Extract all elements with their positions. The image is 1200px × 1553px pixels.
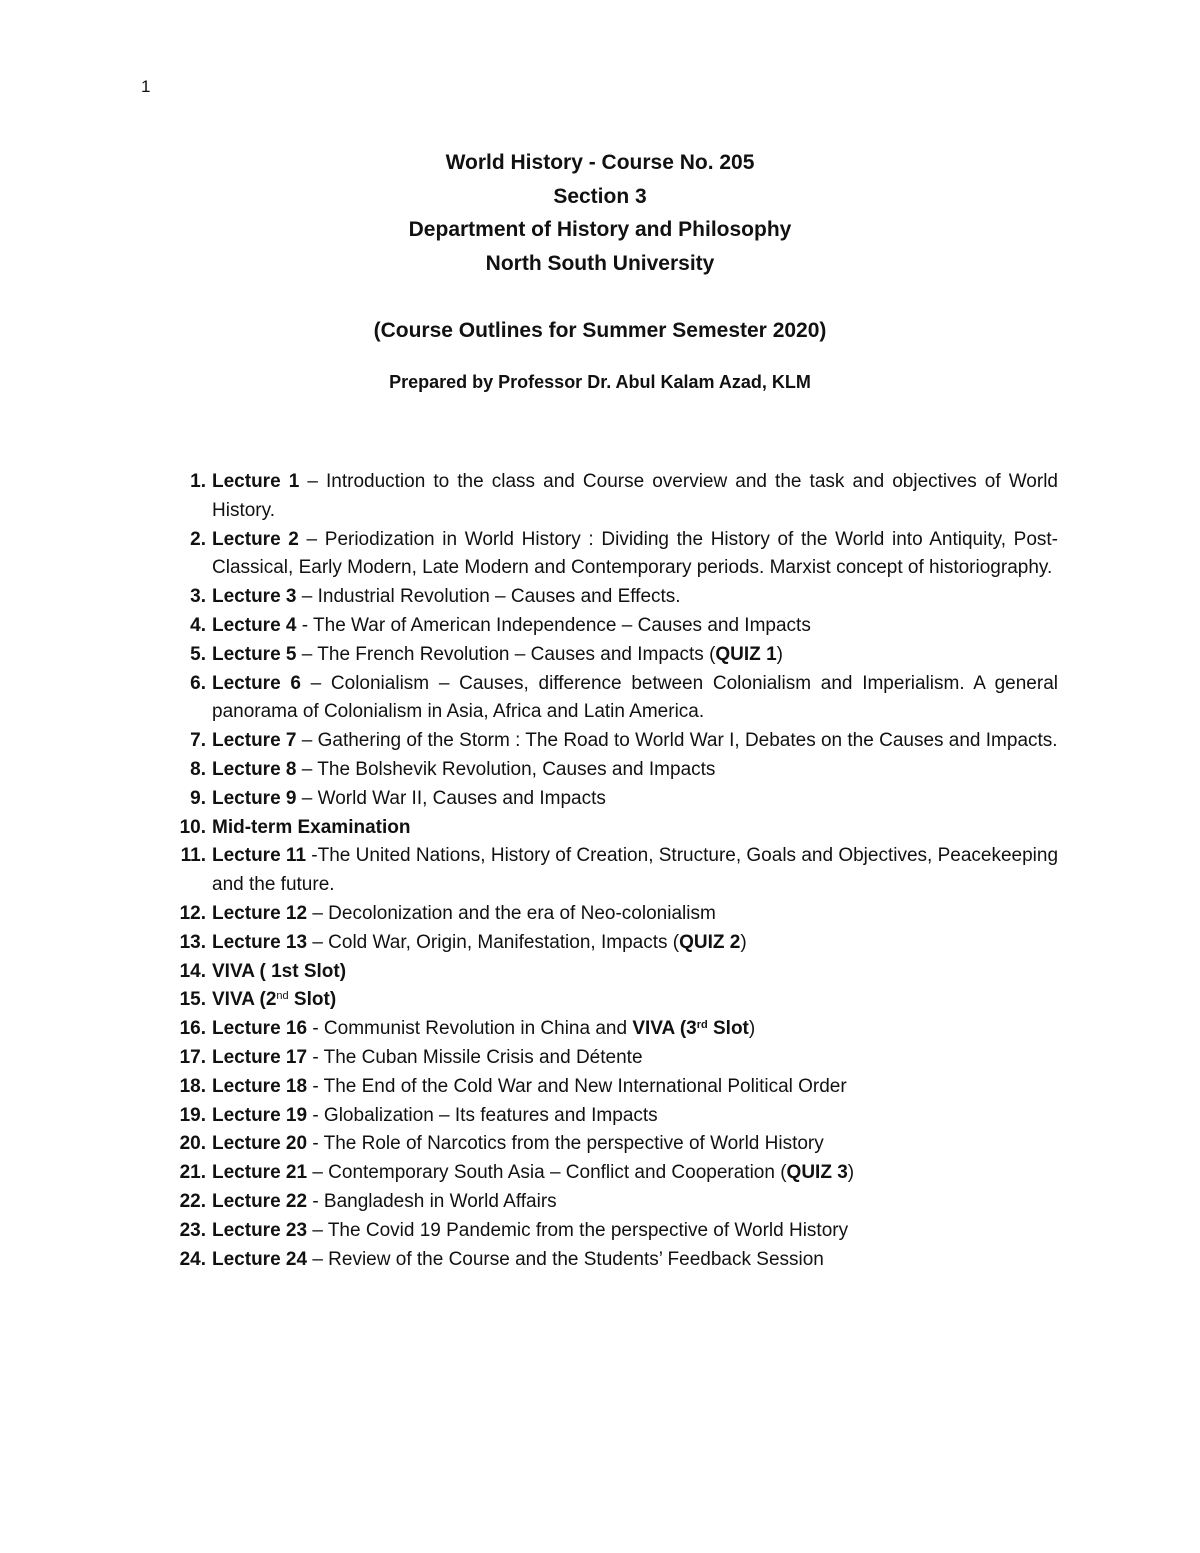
lecture-number: 14. bbox=[179, 960, 206, 982]
lecture-number: 1. bbox=[190, 471, 206, 492]
lecture-heading: Lecture 2 bbox=[212, 528, 299, 550]
lecture-heading: Lecture 23 bbox=[212, 1219, 308, 1241]
lecture-item bbox=[190, 583, 1058, 612]
lecture-item bbox=[179, 958, 1058, 987]
lecture-item bbox=[190, 612, 1058, 641]
lecture-heading: Lecture 9 bbox=[212, 787, 297, 809]
lecture-heading: Lecture 18 bbox=[212, 1075, 308, 1097]
lecture-tail: ) bbox=[847, 1162, 855, 1184]
lecture-item bbox=[179, 986, 1058, 1015]
lecture-item bbox=[179, 1015, 1058, 1044]
ordinal-suffix: rd bbox=[696, 1019, 708, 1032]
lecture-number: 10. bbox=[179, 816, 206, 838]
lecture-description: - Communist Revolution in China and bbox=[307, 1018, 633, 1040]
lecture-description: – Introduction to the class and Course overview and the task and objectives of World History. bbox=[212, 471, 1058, 521]
lecture-heading: Lecture 5 bbox=[212, 643, 297, 665]
lecture-description: – World War II, Causes and Impacts bbox=[296, 787, 606, 809]
lecture-tail: ) bbox=[748, 1018, 756, 1040]
lecture-heading: Lecture 11 bbox=[212, 845, 307, 867]
lecture-description: – Review of the Course and the Students’ Feedback Session bbox=[307, 1248, 824, 1270]
lecture-description: – The Covid 19 Pandemic from the perspective of World History bbox=[307, 1219, 849, 1241]
lecture-number: 18. bbox=[179, 1075, 206, 1097]
lecture-description: - The Role of Narcotics from the perspective of World History bbox=[307, 1133, 824, 1155]
lecture-heading: Lecture 13 bbox=[212, 931, 308, 953]
lecture-highlight: QUIZ 1 bbox=[715, 643, 777, 665]
header-spacer bbox=[0, 280, 1200, 314]
lecture-number: 16. bbox=[179, 1018, 206, 1040]
lecture-tail: ) bbox=[740, 931, 747, 953]
lecture-number: 23. bbox=[179, 1219, 206, 1241]
lecture-description: – The French Revolution – Causes and Impacts ( bbox=[296, 643, 716, 665]
lecture-heading: Lecture 1 bbox=[212, 471, 300, 492]
lecture-heading: Lecture 19 bbox=[212, 1104, 308, 1126]
lecture-heading: Lecture 16 bbox=[212, 1018, 308, 1040]
lecture-highlight: VIVA (3 bbox=[632, 1018, 697, 1040]
lecture-description: – Gathering of the Storm : The Road to World War I, Debates on the Causes and Impacts. bbox=[296, 730, 1058, 752]
lecture-item bbox=[179, 1130, 1058, 1159]
lecture-heading: Mid-term Examination bbox=[212, 816, 411, 838]
lecture-heading: Lecture 6 bbox=[212, 672, 301, 694]
lecture-number: 15. bbox=[179, 989, 206, 1011]
lecture-number: 17. bbox=[179, 1046, 206, 1068]
lecture-number: 2. bbox=[190, 528, 206, 550]
lecture-heading: Lecture 22 bbox=[212, 1190, 308, 1212]
lecture-heading: Lecture 7 bbox=[212, 730, 297, 752]
lecture-item bbox=[179, 1102, 1058, 1131]
lecture-highlight: QUIZ 3 bbox=[786, 1162, 848, 1184]
lecture-heading: VIVA (2 bbox=[212, 989, 277, 1011]
lecture-number: 5. bbox=[190, 643, 206, 665]
lecture-heading: Lecture 3 bbox=[212, 586, 297, 608]
lecture-number: 8. bbox=[190, 758, 206, 780]
course-section: Section 3 bbox=[553, 184, 647, 208]
lecture-number: 22. bbox=[179, 1190, 206, 1212]
ordinal-suffix: nd bbox=[276, 990, 289, 1003]
lecture-number: 4. bbox=[190, 614, 206, 636]
lecture-heading: Lecture 8 bbox=[212, 758, 297, 780]
lecture-highlight-cont: Slot bbox=[707, 1018, 749, 1040]
lecture-item bbox=[179, 1188, 1058, 1217]
lecture-description: – Colonialism – Causes, difference between Colonialism and Imperialism. A general panorama of Colonialism in Asia, Africa and Latin America. bbox=[212, 672, 1058, 723]
lecture-item bbox=[179, 929, 1058, 958]
lecture-number: 11. bbox=[180, 845, 206, 867]
lecture-item bbox=[190, 526, 1058, 584]
lecture-description: -The United Nations, History of Creation, Structure, Goals and Objectives, Peacekeeping and the future. bbox=[212, 845, 1059, 896]
lecture-highlight: QUIZ 2 bbox=[679, 931, 741, 953]
lecture-number: 12. bbox=[179, 902, 206, 924]
lecture-description: - Bangladesh in World Affairs bbox=[307, 1190, 557, 1212]
lecture-item bbox=[190, 785, 1058, 814]
lecture-description: – Industrial Revolution – Causes and Effects. bbox=[296, 586, 681, 608]
lecture-item bbox=[179, 814, 1058, 843]
lecture-description: – Decolonization and the era of Neo-colonialism bbox=[307, 902, 716, 924]
lecture-number: 21. bbox=[179, 1162, 206, 1184]
lecture-description: – Cold War, Origin, Manifestation, Impacts ( bbox=[307, 931, 680, 953]
lecture-number: 20. bbox=[179, 1133, 206, 1155]
lecture-number: 24. bbox=[179, 1248, 206, 1270]
outline-subtitle: (Course Outlines for Summer Semester 2020) bbox=[373, 319, 827, 342]
prepared-by: Prepared by Professor Dr. Abul Kalam Azad, KLM bbox=[389, 371, 811, 392]
course-title: World History - Course No. 205 bbox=[445, 151, 755, 174]
lecture-item bbox=[190, 756, 1058, 785]
lecture-heading-cont: Slot) bbox=[288, 989, 337, 1011]
lecture-item bbox=[179, 1217, 1058, 1246]
lecture-item bbox=[190, 670, 1058, 728]
lecture-item bbox=[179, 1044, 1058, 1073]
lecture-item bbox=[179, 1073, 1058, 1102]
lecture-description: - The War of American Independence – Causes and Impacts bbox=[296, 614, 811, 636]
lecture-heading: Lecture 4 bbox=[212, 614, 297, 636]
lecture-number: 19. bbox=[179, 1104, 206, 1126]
lecture-tail: ) bbox=[776, 643, 783, 665]
document-header bbox=[0, 146, 1200, 399]
lecture-item bbox=[190, 468, 1058, 526]
lecture-item bbox=[179, 900, 1058, 929]
lecture-number: 9. bbox=[190, 787, 206, 809]
lecture-heading: Lecture 24 bbox=[212, 1248, 308, 1270]
lecture-item bbox=[190, 727, 1058, 756]
lecture-heading: Lecture 21 bbox=[212, 1162, 308, 1184]
lecture-item bbox=[190, 641, 1058, 670]
lecture-heading: VIVA ( 1st Slot) bbox=[212, 960, 347, 982]
university-name: North South University bbox=[485, 251, 715, 275]
lecture-heading: Lecture 12 bbox=[212, 902, 308, 924]
lecture-list bbox=[179, 468, 1059, 1274]
lecture-number: 7. bbox=[190, 730, 206, 752]
page-number: 1 bbox=[141, 77, 151, 96]
lecture-item bbox=[179, 1246, 1058, 1275]
lecture-description: - Globalization – Its features and Impacts bbox=[307, 1104, 658, 1126]
lecture-number: 3. bbox=[190, 586, 206, 608]
lecture-description: – Periodization in World History : Dividing the History of the World into Antiquity, Post-Classical, Early Modern, Late Modern and Contemporary periods. Marxist concept of historiography. bbox=[212, 528, 1058, 579]
lecture-heading: Lecture 17 bbox=[212, 1046, 308, 1068]
lecture-description: - The Cuban Missile Crisis and Détente bbox=[307, 1046, 643, 1068]
lecture-description: – Contemporary South Asia – Conflict and Cooperation ( bbox=[307, 1162, 787, 1184]
lecture-description: – The Bolshevik Revolution, Causes and Impacts bbox=[296, 758, 716, 780]
lecture-item bbox=[180, 842, 1059, 900]
lecture-number: 13. bbox=[179, 931, 206, 953]
department-name: Department of History and Philosophy bbox=[408, 218, 792, 241]
lecture-item bbox=[179, 1159, 1058, 1188]
lecture-description: - The End of the Cold War and New International Political Order bbox=[307, 1075, 847, 1097]
lecture-number: 6. bbox=[190, 672, 206, 694]
lecture-heading: Lecture 20 bbox=[212, 1133, 308, 1155]
